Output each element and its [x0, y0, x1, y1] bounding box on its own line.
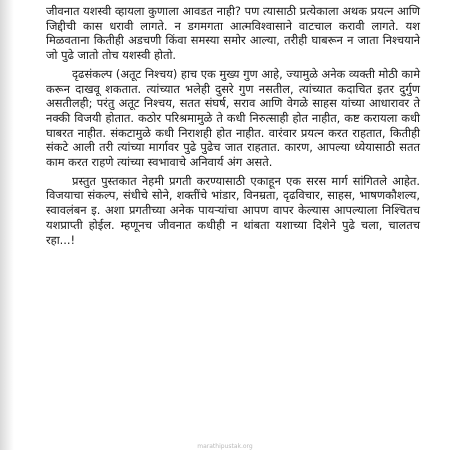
book-page	[46, 4, 420, 450]
paragraph-intro: जीवनात यशस्वी व्हायला कुणाला आवडत नाही? पण त्यासाठी प्रत्येकाला अथक प्रयत्न आणि जिद्दीची कास धरावी लागते. न डगमगता आत्मविश्वासाने वाटचाल करावी लागते. यश मिळवताना कितीही अडचणी किंवा समस्या समोर आल्या, तरीही घाबरून न जाता निश्चयाने जो पुढे जातो तोच यशस्वी होतो.	[46, 4, 420, 63]
paragraph-book-summary: प्रस्तुत पुस्तकात नेहमी प्रगती करण्यासाठी एकाहून एक सरस मार्ग सांगितले आहेत. विजयाचा संकल्प, संधीचे सोने, शक्तींचे भांडार, विनम्रता, दृढविचार, साहस, भाषणकौशल्य, स्वावलंबन इ. अशा प्रगतीच्या अनेक पायऱ्यांचा आपण वापर केल्यास आपल्याला निश्चितच यशप्राप्ती होईल. म्हणूनच जीवनात कधीही न थांबता यशाच्या दिशेने पुढे चला, चालतच रहा...!	[46, 173, 420, 247]
paragraph-determination: दृढसंकल्प (अतूट निश्चय) हाच एक मुख्य गुण आहे, ज्यामुळे अनेक व्यक्ती मोठी कामे करून दाखवू शकतात. त्यांच्यात भलेही दुसरे गुण नसतील, त्यांच्यात कदाचित इतर दुर्गुण असतीलही; परंतु अतूट निश्चय, सतत संघर्ष, सराव आणि वेगळे साहस यांच्या आधारावर ते नक्की विजयी होतात. कठोर परिश्रमामुळे ते कधी निरुत्साही होत नाहीत, कष्ट करायला कधी घाबरत नाहीत. संकटामुळे कधी निराशही होत नाहीत. वारंवार प्रयत्न करत राहतात, कितीही संकटे आली तरी त्यांच्या मार्गावर पुढे पुढेच जात राहतात. कारण, आपल्या ध्येयासाठी सतत काम करत राहणे त्यांच्या स्वभावाचे अनिवार्य अंग असते.	[46, 66, 421, 170]
page-binding-shadow	[0, 0, 14, 450]
footer-watermark: marathipustak.org	[197, 443, 253, 450]
